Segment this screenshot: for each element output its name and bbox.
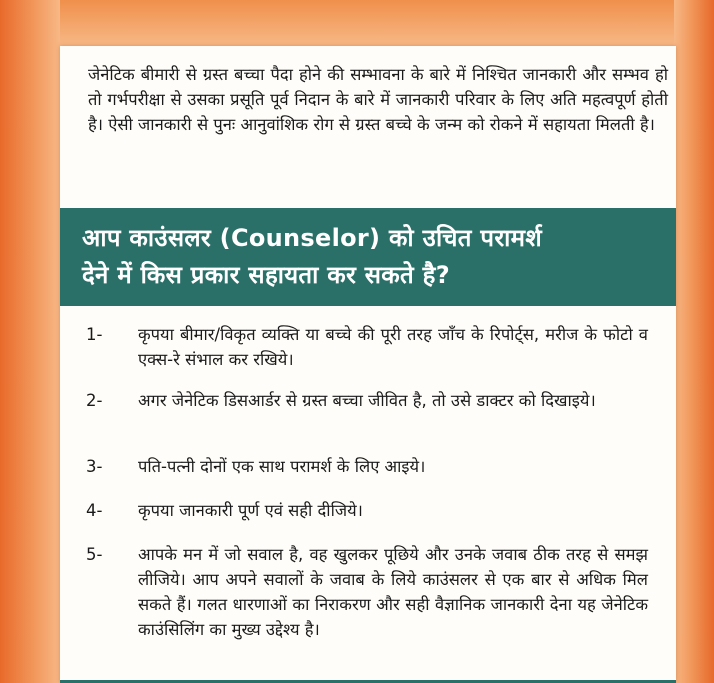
list-item-text: अगर जेनेटिक डिसआर्डर से ग्रस्त बच्चा जीवित है, तो उसे डाक्टर को दिखाइये। bbox=[138, 391, 596, 410]
orange-border-right bbox=[674, 0, 714, 683]
section-heading-line-2: देने में किस प्रकार सहायता कर सकते है? bbox=[82, 261, 450, 289]
intro-paragraph: जेनेटिक बीमारी से ग्रस्त बच्चा पैदा होने की सम्भावना के बारे में निश्चित जानकारी और सम्भव हो तो गर्भपरीक्षा से उसका प्रसूति पूर्व निदान के बारे में जानकारी परिवार के लिए अति महत्वपूर्ण होती है। ऐसी जानकारी से पुनः आनुवांशिक रोग से ग्रस्त बच्चे के जन्म को रोकने में सहायता मिलती है। bbox=[88, 65, 668, 134]
list-item-number: 4- bbox=[86, 501, 103, 520]
orange-border-top bbox=[0, 0, 714, 46]
list-item-text: कृपया जानकारी पूर्ण एवं सही दीजिये। bbox=[138, 501, 363, 520]
content-panel bbox=[60, 46, 676, 683]
section-heading bbox=[82, 220, 658, 294]
section-heading-line-1: आप काउंसलर (Counselor) को उचित परामर्श bbox=[82, 224, 542, 252]
list-item-number: 3- bbox=[86, 457, 103, 476]
list-item-number: 1- bbox=[86, 325, 103, 344]
list-item-number: 2- bbox=[86, 391, 103, 410]
section-heading-banner bbox=[60, 208, 676, 306]
orange-border-left bbox=[0, 0, 60, 683]
list-item-number: 5- bbox=[86, 545, 103, 564]
list-item-text: आपके मन में जो सवाल है, वह खुलकर पूछिये और उनके जवाब ठीक तरह से समझ लीजिये। आप अपने सवालों के जवाब के लिये काउंसलर से एक बार से अधिक मिल सकते हैं। गलत धारणाओं का निराकरण और सही वैज्ञानिक जानकारी देना यह जेनेटिक काउंसिलिंग का मुख्य उद्देश्य है। bbox=[138, 545, 648, 639]
list-item-text: कृपया बीमार/विकृत व्यक्ति या बच्चे की पूरी तरह जाँच के रिपोर्ट्स, मरीज के फोटो व एक्स-रे संभाल कर रखिये। bbox=[138, 325, 648, 369]
list-item-text: पति-पत्नी दोनों एक साथ परामर्श के लिए आइये। bbox=[138, 457, 426, 476]
